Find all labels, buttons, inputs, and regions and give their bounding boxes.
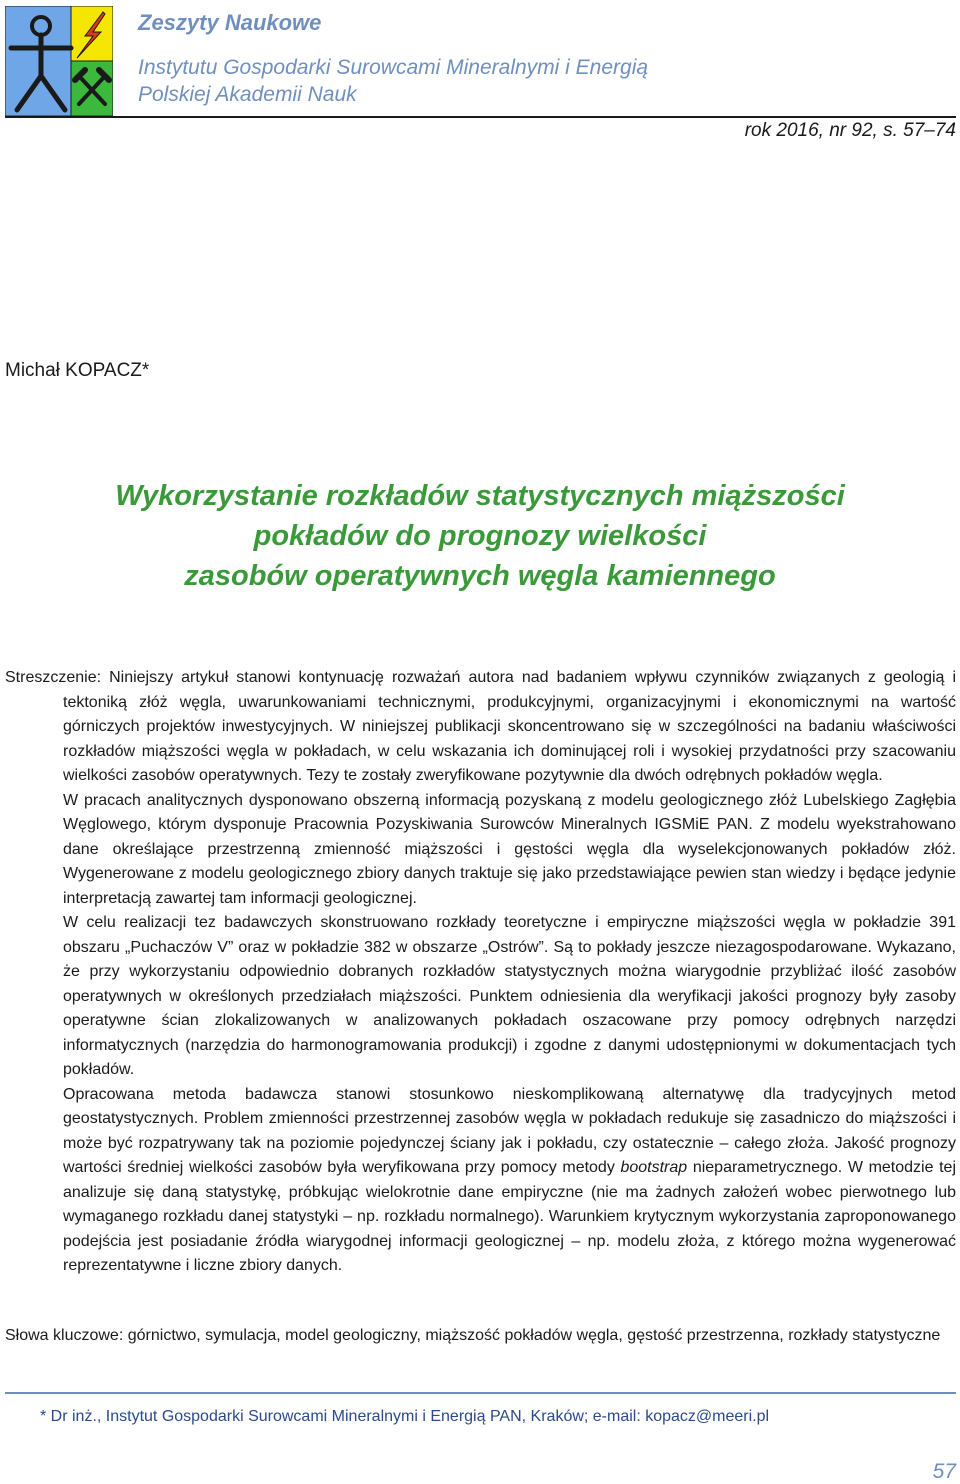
header-divider	[5, 116, 956, 118]
journal-title: Zeszyty Naukowe	[138, 10, 322, 35]
abstract-text: nieparametrycznego. W metodzie tej analizuje się daną statystykę, próbkując wielokrotnie dane empiryczne (nie ma żadnych założeń wobec pierwotnego lub wymaganego rozkładu danej statystyki – np. rozkładu normalnego). Warunkiem krytycznym wykorzystania zaproponowanego podejścia jest posiadanie źródła wiarygodnej informacji geologicznej – np. modelu złoża, z którego można wygenerować reprezentatywne i liczne zbiory danych.	[63, 1159, 957, 1274]
keywords-text: górnictwo, symulacja, model geologiczny, miąższość pokładów węgla, gęstość przestrzenna, rozkłady statystyczne	[127, 1327, 941, 1344]
abstract-text: Opracowana metoda badawcza stanowi stosunkowo nieskomplikowaną alternatywę dla tradycyjnych metod geostatystycznych. Problem zmienności przestrzennej zasobów węgla w pokładach redukuje się zasadniczo do miąższości i może być rozpatrywany tak na poziomie pojedynczej ściany jak i pokładu, czy ostatecznie – całego złoża. Jakość prognozy wartości średniej wielkości zasobów była weryfikowana przy pomocy metody	[63, 1085, 956, 1176]
keywords-label: Słowa kluczowe:	[5, 1327, 124, 1344]
journal-logo	[5, 6, 113, 116]
footnote-divider	[5, 1392, 956, 1394]
abstract-label: Streszczenie:	[5, 669, 102, 686]
abstract-paragraph	[5, 666, 956, 789]
abstract-italic-term: bootstrap	[620, 1159, 688, 1176]
issue-info: rok 2016, nr 92, s. 57–74	[744, 120, 956, 141]
title-line-2: pokładów do prognozy wielkości	[253, 520, 707, 552]
institute-line-1: Instytutu Gospodarki Surowcami Mineralnymi i Energią	[138, 56, 649, 79]
abstract-paragraph	[5, 1083, 956, 1279]
title-line-3: zasobów operatywnych węgla kamiennego	[184, 560, 776, 592]
keywords	[5, 1324, 956, 1349]
journal-header	[138, 8, 648, 108]
institute-line-2: Polskiej Akademii Nauk	[138, 83, 357, 106]
author-footnote: * Dr inż., Instytut Gospodarki Surowcami Mineralnymi i Energią PAN, Kraków; e-mail: kopacz@meeri.pl	[40, 1408, 770, 1425]
paper-title	[0, 476, 960, 596]
author-name: Michał KOPACZ*	[5, 360, 150, 381]
abstract-text: Niniejszy artykuł stanowi kontynuację rozważań autora nad badaniem wpływu czynników związanych z geologią i tektoniką złóż węgla, uwarunkowaniami technicznymi, produkcyjnymi, organizacyjnymi i ekonomicznymi na wartość górniczych projektów inwestycyjnych. W niniejszej publikacji skoncentrowano się w szczególności na badaniu właściwości rozkładów miąższości węgla w pokładach, w celu wskazania ich dominującej roli i wysokiej przydatności przy szacowaniu wielkości zasobów operatywnych. Tezy te zostały zweryfikowane pozytywnie dla dwóch odrębnych pokładów węgla.	[63, 669, 956, 784]
abstract-paragraph: W celu realizacji tez badawczych skonstruowano rozkłady teoretyczne i empiryczne miąższości węgla w pokładzie 391 obszaru „Puchaczów V” oraz w pokładzie 382 w obszarze „Ostrów”. Są to pokłady jeszcze niezagospodarowane. Wykazano, że przy wykorzystaniu odpowiednio dobranych rozkładów statystycznych można wiarygodnie przybliżać ilość zasobów operatywnych w określonych przedziałach miąższości. Punktem odniesienia dla weryfikacji jakości prognozy były zasoby operatywne ścian zlokalizowanych w analizowanych pokładach oszacowane przy pomocy odrębnych narzędzi informatycznych (narzędzia do harmonogramowania produkcji) i zgodne z danymi udostępnionymi w dokumentacjach tych pokładów.	[63, 914, 956, 1078]
abstract	[5, 666, 956, 1279]
title-line-1: Wykorzystanie rozkładów statystycznych miąższości	[115, 480, 845, 512]
institute-name	[138, 54, 648, 108]
abstract-paragraph: W pracach analitycznych dysponowano obszerną informacją pozyskaną z modelu geologicznego złóż Lubelskiego Zagłębia Węglowego, którym dysponuje Pracownia Pozyskiwania Surowców Mineralnych IGSMiE PAN. Z modelu wyekstrahowano dane określające przestrzenną zmienność miąższości i gęstości węgla dla wyselekcjonowanych pokładów złóż. Wygenerowane z modelu geologicznego zbiory danych traktuje się jako przedstawiające pewien stan wiedzy i będące jedynie interpretacją zawartej tam informacji geologicznej.	[63, 791, 956, 907]
page-number: 57	[932, 1460, 956, 1483]
